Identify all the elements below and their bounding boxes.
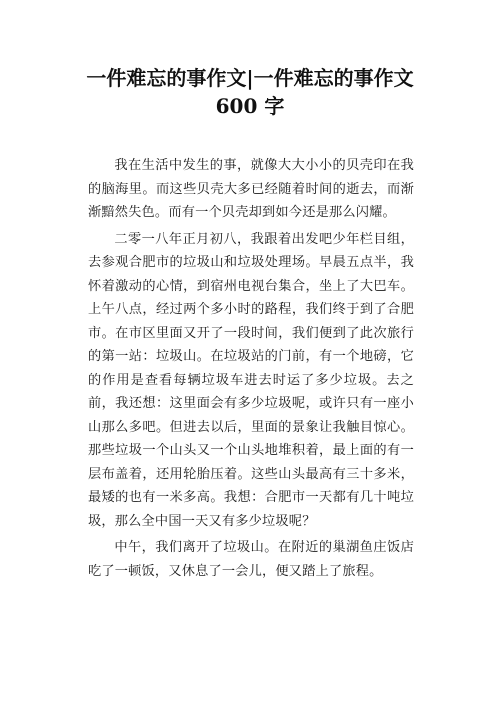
document-body — [88, 154, 414, 586]
title-line-2: 600 字 — [215, 94, 285, 118]
document-title — [40, 64, 460, 120]
title-line-1: 一件难忘的事作文|一件难忘的事作文 — [86, 66, 414, 90]
paragraph-3: 中午，我们离开了垃圾山。在附近的巢湖鱼庄饭店吃了一顿饭，又休息了一会儿，便又踏上了旅程。 — [88, 540, 414, 579]
paragraph-2: 二零一八年正月初八，我跟着出发吧少年栏目组，去参观合肥市的垃圾山和垃圾处理场。早晨五点半，我怀着激动的心情，到宿州电视台集合，坐上了大巴车。上午八点，经过两个多小时的路程，我们终于到了合肥市。在市区里面又开了一段时间，我们便到了此次旅行的第一站：垃圾山。在垃圾站的门前，有一个地磅，它的作用是查看每辆垃圾车进去时运了多少垃圾。去之前，我还想：这里面会有多少垃圾呢，或许只有一座小山那么多吧。但进去以后，里面的景象让我触目惊心。那些垃圾一个山头又一个山头地堆积着，最上面的有一层布盖着，还用轮胎压着。这些山头最高有三十多米，最矮的也有一米多高。我想：合肥市一天都有几十吨垃圾，那么全中国一天又有多少垃圾呢？ — [88, 231, 414, 529]
paragraph-1: 我在生活中发生的事，就像大大小小的贝壳印在我的脑海里。而这些贝壳大多已经随着时间的逝去，而渐渐黯然失色。而有一个贝壳却到如今还是那么闪耀。 — [88, 158, 414, 220]
